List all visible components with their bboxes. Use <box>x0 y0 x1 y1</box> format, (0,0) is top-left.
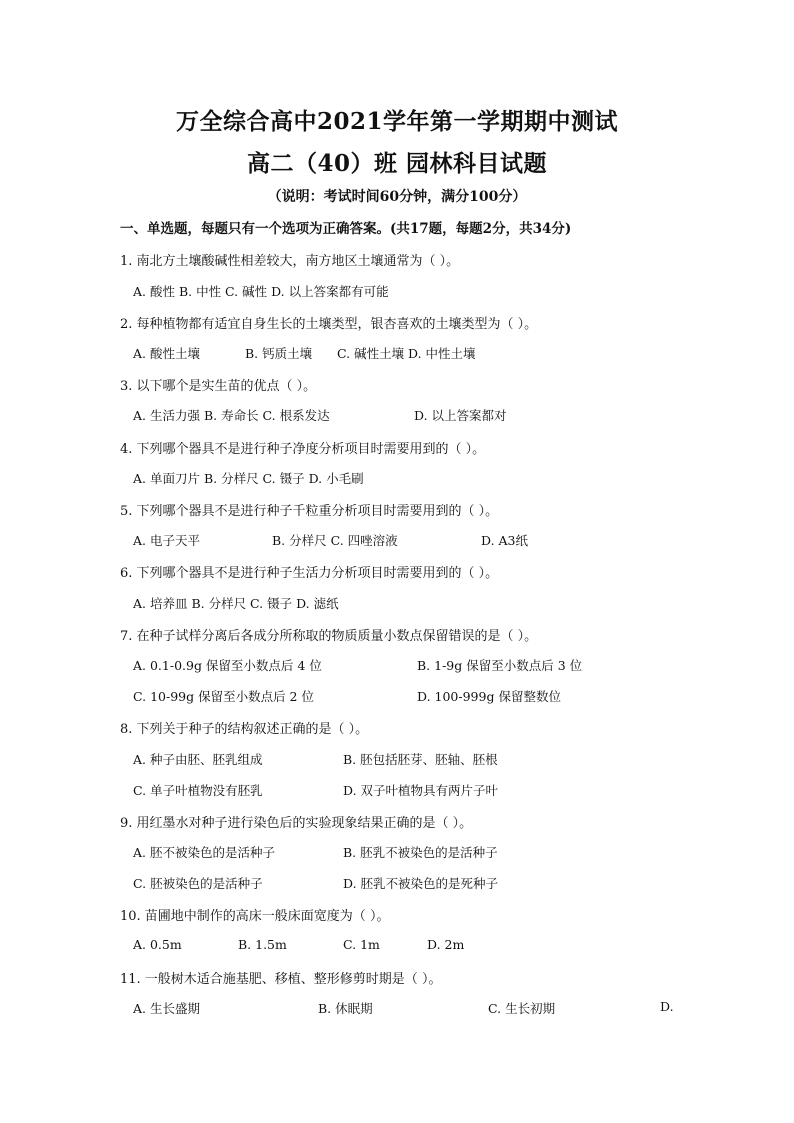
question-6-stem: 6. 下列哪个器具不是进行种子生活力分析项目时需要用到的（ ）。 <box>120 566 499 581</box>
question-11-option-b: B. 休眠期 <box>318 1001 373 1016</box>
question-8-option-c: C. 单子叶植物没有胚乳 <box>133 783 263 798</box>
question-10-option-c: C. 1m <box>343 937 380 952</box>
question-5-option-d: D. A3纸 <box>481 533 529 548</box>
question-9-option-d: D. 胚乳不被染色的是死种子 <box>343 876 499 891</box>
question-6-options: A. 培养皿 B. 分样尺 C. 镊子 D. 滤纸 <box>133 596 339 611</box>
exam-subtitle: 高二（40）班 园林科目试题 <box>246 150 547 177</box>
question-5-option-bc: B. 分样尺 C. 四唑溶液 <box>272 533 398 548</box>
question-11-option-a: A. 生长盛期 <box>133 1001 200 1016</box>
question-7-option-a: A. 0.1-0.9g 保留至小数点后 4 位 <box>133 658 322 673</box>
question-3-stem: 3. 以下哪个是实生苗的优点（ ）。 <box>120 379 317 394</box>
question-9-stem: 9. 用红墨水对种子进行染色后的实验现象结果正确的是（ ）。 <box>120 816 473 831</box>
question-8-option-b: B. 胚包括胚芽、胚轴、胚根 <box>343 752 498 767</box>
question-3-option-d: D. 以上答案都对 <box>414 408 507 423</box>
question-11-option-d: D. <box>660 999 674 1014</box>
question-8-stem: 8. 下列关于种子的结构叙述正确的是（ ）。 <box>120 722 369 737</box>
question-7-option-c: C. 10-99g 保留至小数点后 2 位 <box>133 689 314 704</box>
question-9-option-b: B. 胚乳不被染色的是活种子 <box>343 845 498 860</box>
question-2-option-b: B. 钙质土壤 <box>245 346 313 361</box>
question-5-stem: 5. 下列哪个器具不是进行种子千粒重分析项目时需要用到的（ ）。 <box>120 504 499 519</box>
exam-note: （说明：考试时间60分钟，满分100分） <box>267 189 527 205</box>
question-2-stem: 2. 每种植物都有适宜自身生长的土壤类型，银杏喜欢的土壤类型为（ ）。 <box>120 317 538 332</box>
question-7-option-b: B. 1-9g 保留至小数点后 3 位 <box>417 658 583 673</box>
section-heading: 一、单选题，每题只有一个选项为正确答案。(共17题，每题2分，共34分) <box>120 221 572 237</box>
question-9-option-a: A. 胚不被染色的是活种子 <box>133 845 275 860</box>
question-1-options: A. 酸性 B. 中性 C. 碱性 D. 以上答案都有可能 <box>133 284 389 299</box>
question-8-option-d: D. 双子叶植物具有两片子叶 <box>343 783 499 798</box>
question-11-option-c: C. 生长初期 <box>488 1001 556 1016</box>
question-10-stem: 10. 苗圃地中制作的高床一般床面宽度为（ ）。 <box>120 909 390 924</box>
question-10-option-b: B. 1.5m <box>238 937 287 952</box>
question-3-option-abc: A. 生活力强 B. 寿命长 C. 根系发达 <box>133 408 330 423</box>
question-1-stem: 1. 南北方土壤酸碱性相差较大，南方地区土壤通常为（ ）。 <box>120 254 460 269</box>
question-4-stem: 4. 下列哪个器具不是进行种子净度分析项目时需要用到的（ ）。 <box>120 442 486 457</box>
question-8-option-a: A. 种子由胚、胚乳组成 <box>133 752 263 767</box>
question-4-options: A. 单面刀片 B. 分样尺 C. 镊子 D. 小毛刷 <box>133 471 364 486</box>
question-5-option-a: A. 电子天平 <box>133 533 200 548</box>
question-2-option-a: A. 酸性土壤 <box>133 346 200 361</box>
question-7-option-d: D. 100-999g 保留整数位 <box>417 689 561 704</box>
question-9-option-c: C. 胚被染色的是活种子 <box>133 876 263 891</box>
exam-title: 万全综合高中2021学年第一学期期中测试 <box>175 108 618 135</box>
question-7-stem: 7. 在种子试样分离后各成分所称取的物质质量小数点保留错误的是（ ）。 <box>120 629 538 644</box>
question-11-stem: 11. 一般树木适合施基肥、移植、整形修剪时期是（ ）。 <box>120 972 442 987</box>
question-10-option-a: A. 0.5m <box>133 937 182 952</box>
question-10-option-d: D. 2m <box>427 937 465 952</box>
question-2-option-cd: C. 碱性土壤 D. 中性土壤 <box>337 346 476 361</box>
